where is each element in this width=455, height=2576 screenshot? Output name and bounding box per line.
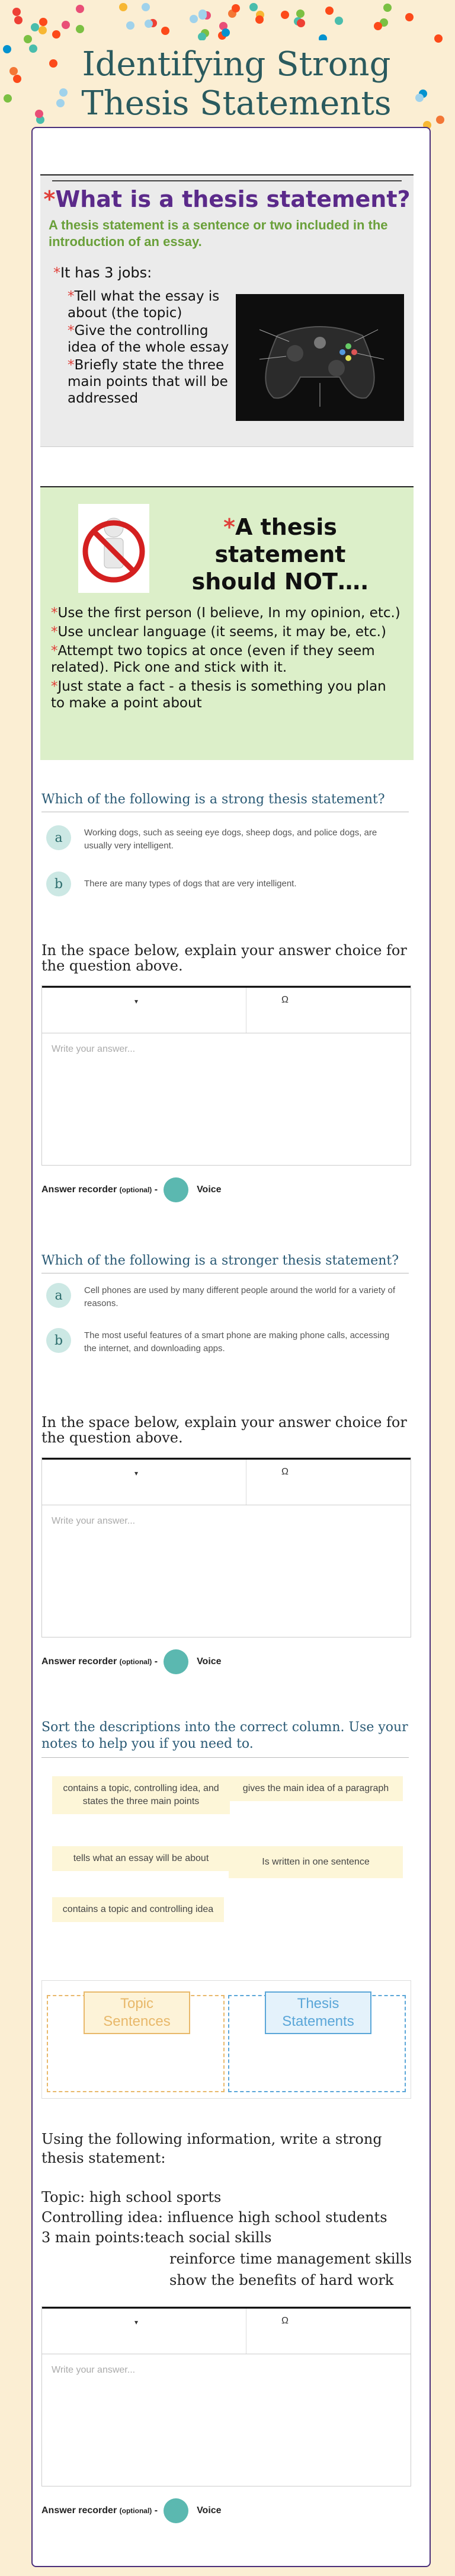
confetti-dot (415, 94, 424, 102)
answer-editor-2 (41, 1457, 411, 1637)
jobs-intro: *It has 3 jobs: (53, 264, 152, 281)
option-text: There are many types of dogs that are very intelligent. (84, 879, 297, 889)
should-not-list (51, 605, 402, 714)
should-not-item: *Attempt two topics at once (even if they seem related). Pick one and stick with it. (51, 643, 375, 675)
slide2-heading: *A thesis statement should NOT…. (191, 514, 369, 595)
q1-option-a[interactable] (46, 825, 402, 853)
question-2-title: Which of the following is a stronger thesis statement? (41, 1253, 409, 1273)
recorder-label: Answer recorder (41, 1185, 117, 1195)
confetti-dot (281, 11, 289, 19)
final-point-3: show the benefits of hard work (169, 2272, 394, 2288)
option-text: The most useful features of a smart phone are making phone calls, accessing the internet, and downloading apps. (84, 1330, 390, 1354)
confetti-dot (39, 26, 47, 34)
confetti-dot (9, 67, 18, 75)
confetti-dot (126, 21, 134, 30)
answer-recorder-2 (41, 1649, 222, 1674)
sort-chip[interactable]: contains a topic, controlling idea, and states the three main points (52, 1776, 230, 1814)
thesis-statements-column[interactable] (228, 1995, 406, 2092)
recorder-optional: (optional) (119, 2507, 152, 2515)
answer-textarea[interactable]: Write your answer... (52, 1044, 136, 1054)
prohibited-figure-icon (78, 504, 149, 593)
explain-prompt-2: In the space below, explain your answer choice for the question above. (41, 1414, 407, 1446)
format-dropdown-icon[interactable]: ▾ (134, 1469, 139, 1477)
should-not-item: *Use the first person (I believe, In my opinion, etc.) (51, 605, 400, 621)
job-item: *Tell what the essay is about (the topic) (68, 289, 220, 321)
slide1-heading: *What is a thesis statement? (43, 186, 411, 212)
confetti-dot (52, 30, 60, 39)
final-point-1: teach social skills (145, 2229, 272, 2246)
confetti-dot (255, 15, 264, 24)
confetti-dot (59, 88, 68, 97)
should-not-item: *Use unclear language (it seems, it may be, etc.) (51, 624, 386, 640)
format-dropdown-icon[interactable]: ▾ (134, 997, 139, 1005)
title-line-1: Identifying Strong (82, 45, 391, 84)
explain-prompt-1: In the space below, explain your answer choice for the question above. (41, 942, 407, 974)
confetti-dot (222, 28, 230, 37)
confetti-dot (142, 3, 150, 11)
sort-chip[interactable]: tells what an essay will be about (52, 1846, 230, 1871)
special-characters-icon[interactable]: Ω (281, 1467, 289, 1477)
voice-label[interactable]: Voice (197, 2505, 222, 2516)
confetti-dot (76, 25, 84, 33)
job-item: *Briefly state the three main points that will be addressed (68, 357, 228, 406)
question-1-title: Which of the following is a strong thesis statement? (41, 792, 409, 812)
confetti-dot (374, 22, 382, 30)
confetti-dot (62, 21, 70, 29)
confetti-dot (436, 116, 444, 124)
confetti-dot (4, 94, 12, 103)
option-letter[interactable]: b (46, 1328, 71, 1353)
option-letter[interactable]: b (46, 872, 71, 896)
option-letter[interactable]: a (46, 825, 71, 850)
confetti-dot (12, 8, 21, 16)
jobs-list (68, 288, 239, 408)
answer-recorder-3 (41, 2498, 222, 2523)
voice-record-button[interactable] (164, 1177, 188, 1202)
special-characters-icon[interactable]: Ω (281, 995, 289, 1005)
recorder-dash: - (154, 2505, 158, 2516)
q2-option-a[interactable] (46, 1283, 402, 1310)
confetti-dot (29, 44, 37, 53)
title-line-2: Thesis Statements (81, 84, 392, 123)
special-characters-icon[interactable]: Ω (281, 2316, 289, 2326)
recorder-optional: (optional) (119, 1186, 152, 1194)
recorder-label: Answer recorder (41, 1656, 117, 1667)
confetti-dot (434, 34, 443, 43)
final-point-2: reinforce time management skills (169, 2251, 412, 2267)
answer-textarea[interactable]: Write your answer... (52, 1516, 136, 1526)
editor-toolbar (42, 1458, 411, 1505)
confetti-dot (161, 27, 169, 35)
voice-record-button[interactable] (164, 2498, 188, 2523)
confetti-dot (31, 23, 39, 31)
option-text: Cell phones are used by many different people around the world for a variety of reasons. (84, 1285, 396, 1308)
should-not-item: *Just state a fact - a thesis is something you plan to make a point about (51, 679, 386, 711)
format-dropdown-icon[interactable]: ▾ (134, 2318, 139, 2326)
confetti-dot (232, 4, 240, 12)
option-text: Working dogs, such as seeing eye dogs, sheep dogs, and police dogs, are usually very intelligent. (84, 828, 377, 851)
voice-label[interactable]: Voice (197, 1185, 222, 1195)
confetti-dot (405, 13, 414, 21)
confetti-dot (119, 3, 127, 11)
confetti-dot (56, 99, 65, 107)
confetti-dot (49, 59, 57, 68)
editor-toolbar (42, 2307, 411, 2354)
recorder-dash: - (154, 1185, 158, 1195)
editor-toolbar (42, 986, 411, 1033)
q2-option-b[interactable] (46, 1328, 402, 1355)
sort-columns (41, 1980, 411, 2099)
column-header: Thesis Statements (265, 1991, 371, 2034)
confetti-dot (13, 75, 21, 83)
game-controller-icon (236, 294, 404, 421)
answer-editor-3 (41, 2306, 411, 2486)
voice-label[interactable]: Voice (197, 1656, 222, 1667)
confetti-dot (3, 45, 11, 53)
voice-record-button[interactable] (164, 1649, 188, 1674)
option-letter[interactable]: a (46, 1283, 71, 1308)
confetti-dot (383, 4, 392, 12)
confetti-dot (335, 17, 343, 25)
recorder-dash: - (154, 1656, 158, 1667)
confetti-dot (24, 35, 32, 43)
sort-chip[interactable]: contains a topic and controlling idea (52, 1897, 224, 1922)
confetti-dot (39, 18, 47, 26)
answer-textarea[interactable]: Write your answer... (52, 2365, 136, 2375)
column-header: Topic Sentences (84, 1991, 190, 2034)
recorder-optional: (optional) (119, 1658, 152, 1666)
sort-chip[interactable]: Is written in one sentence (229, 1846, 403, 1878)
final-topic: Topic: high school sports (41, 2189, 222, 2205)
thesis-should-not-slide (40, 486, 414, 760)
final-points-label: 3 main points: (41, 2229, 145, 2246)
job-item: *Give the controlling idea of the whole essay (68, 323, 229, 355)
confetti-dot (249, 3, 258, 11)
confetti-dot (76, 5, 84, 13)
thesis-definition-slide (40, 174, 414, 447)
confetti-dot (190, 15, 198, 23)
confetti-dot (198, 9, 207, 18)
final-prompt: Using the following information, write a strong thesis statement: (41, 2131, 382, 2166)
page-title (70, 40, 403, 129)
confetti-dot (35, 110, 43, 118)
answer-editor-1 (41, 985, 411, 1166)
slide1-subheading: A thesis statement is a sentence or two included in the introduction of an essay. (49, 218, 388, 249)
confetti-dot (14, 16, 23, 24)
answer-recorder-1 (41, 1177, 222, 1202)
final-controlling-idea: Controlling idea: influence high school students (41, 2209, 387, 2226)
sort-chip[interactable]: gives the main idea of a paragraph (229, 1776, 403, 1801)
q1-option-b[interactable] (46, 872, 402, 896)
confetti-dot (325, 7, 334, 15)
confetti-dot (296, 9, 305, 18)
confetti-dot (297, 19, 305, 27)
recorder-label: Answer recorder (41, 2505, 117, 2516)
sort-prompt: Sort the descriptions into the correct column. Use your notes to help you if you need to. (41, 1719, 409, 1758)
topic-sentences-column[interactable] (47, 1995, 225, 2092)
